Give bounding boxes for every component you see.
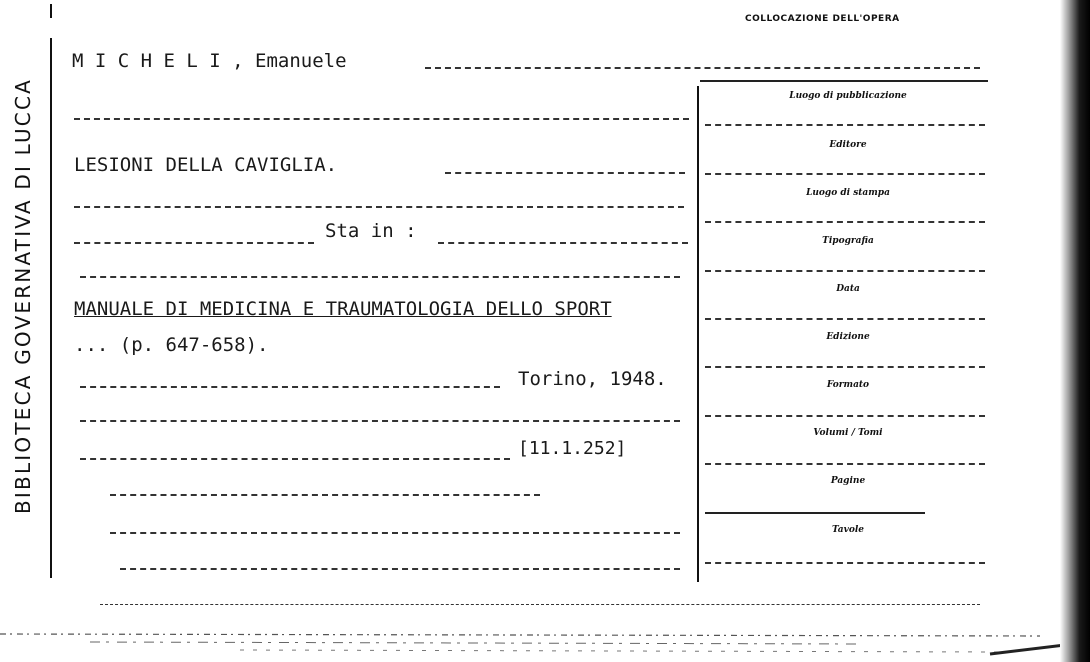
field-label: Pagine (830, 476, 866, 486)
field-label: Volumi / Tomi (813, 428, 883, 438)
field-rule (705, 124, 985, 126)
field-rule (705, 512, 925, 514)
shelfmark: [11.1.252] (518, 438, 627, 459)
field-rule (705, 366, 985, 368)
source-title: MANUALE DI MEDICINA E TRAUMATOLOGIA DELLO SPORT (74, 298, 612, 320)
ruled-line (74, 206, 684, 208)
source-pages: ... (p. 647-658). (74, 334, 269, 356)
author-rule (425, 67, 980, 69)
title-line: LESIONI DELLA CAVIGLIA. (74, 154, 338, 176)
bottom-rule (100, 604, 980, 605)
field-rule (705, 415, 985, 417)
imprint: Torino, 1948. (518, 368, 667, 390)
ruled-line (80, 276, 680, 278)
ruled-line (80, 458, 510, 460)
card-edge-shadow (1060, 0, 1090, 662)
collocation-divider (697, 86, 699, 582)
left-margin-tick (50, 4, 52, 18)
library-stamp: BIBLIOTECA GOVERNATIVA DI LUCCA (11, 78, 36, 514)
scan-smudge (0, 628, 1090, 662)
field-label: Tavole (831, 525, 865, 535)
field-label: Edizione (826, 332, 870, 342)
field-label: Formato (826, 380, 870, 390)
field-label: Editore (829, 140, 867, 150)
author-line: M I C H E L I , Emanuele (72, 50, 347, 72)
field-label: Luogo di pubblicazione (789, 91, 907, 101)
field-rule (705, 173, 985, 175)
field-label: Data (836, 284, 860, 294)
field-rule (705, 318, 985, 320)
contained-in-label: Sta in : (325, 220, 417, 242)
ruled-line (80, 420, 680, 422)
field-rule (705, 463, 985, 465)
ruled-line (438, 242, 688, 244)
ruled-line (110, 494, 540, 496)
left-margin-rule (50, 38, 52, 578)
header-rule (700, 80, 988, 82)
field-label: Luogo di stampa (806, 188, 890, 198)
title-rule (445, 172, 685, 174)
field-rule (705, 270, 985, 272)
field-label: Tipografia (822, 236, 874, 246)
field-rule (705, 221, 985, 223)
imprint-rule (80, 386, 500, 388)
ruled-line (120, 568, 680, 570)
ruled-line (74, 242, 314, 244)
ruled-line (110, 532, 680, 534)
collocation-header: COLLOCAZIONE DELL'OPERA (745, 14, 900, 24)
field-rule (705, 562, 985, 564)
ruled-line (74, 118, 689, 120)
